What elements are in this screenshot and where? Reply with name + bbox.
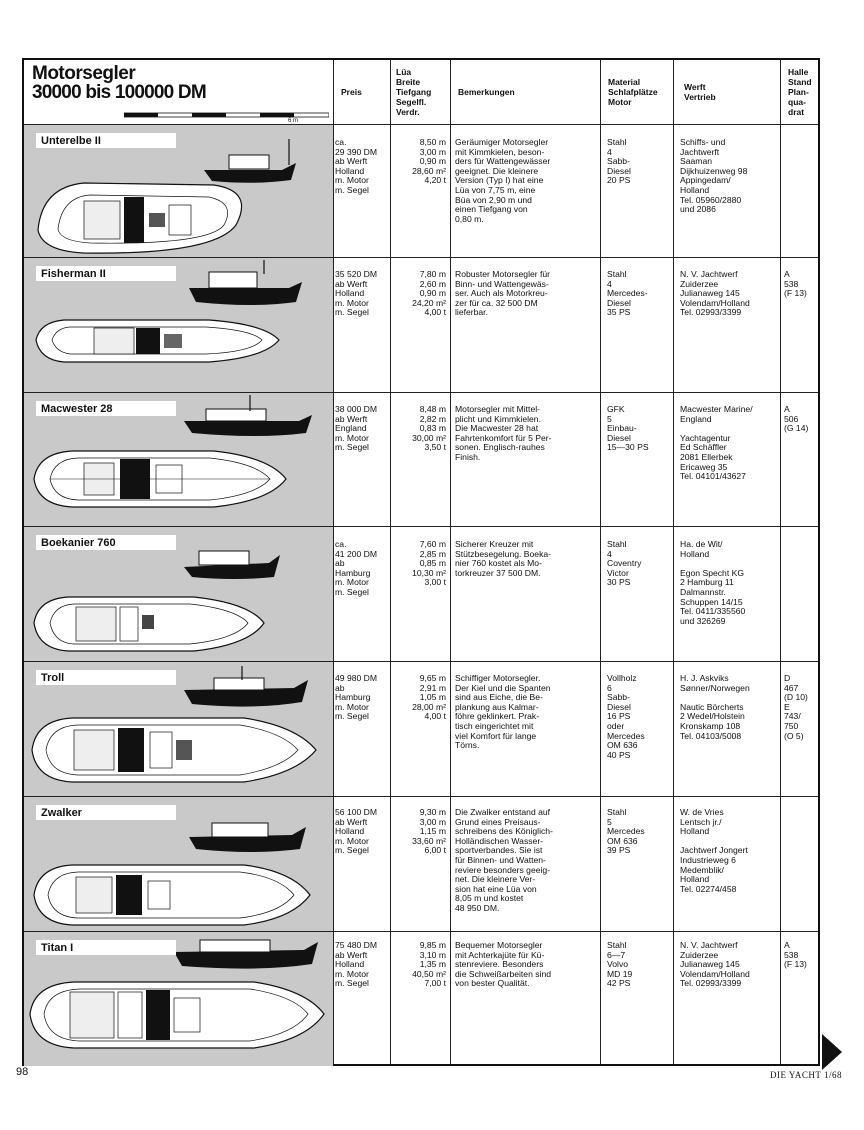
scale-bar	[124, 111, 329, 120]
column-divider	[600, 60, 601, 1064]
boat-hall: D 467 (D 10) E 743/ 750 (O 5)	[784, 673, 808, 741]
boat-name: Unterelbe II	[36, 133, 176, 148]
boat-price: ca. 29 390 DM ab Werft Holland m. Motor m. Segel	[335, 137, 378, 195]
boat-drawing-zwalker	[24, 797, 333, 931]
column-header-price: Preis	[341, 87, 362, 97]
boat-dimensions: 9,85 m 3,10 m 1,35 m 40,50 m² 7,00 t	[412, 940, 446, 989]
boat-yard: Macwester Marine/ England Yachtagentur Ed Schäffler 2081 Ellerbek Ericaweg 35 Tel. 04101/43627	[680, 404, 753, 482]
title-line-1: Motorsegler	[32, 63, 136, 84]
boat-drawing-unterelbe-ii	[24, 125, 333, 257]
boat-dimensions: 7,80 m 2,60 m 0,90 m 24,20 m² 4,00 t	[412, 269, 446, 318]
boat-remarks: Motorsegler mit Mittel- plicht und Kimmkielen. Die Macwester 28 hat Fahrtenkomfort für 5 Per- sonen. Englisch-rauhes Finish.	[455, 404, 552, 462]
boat-name: Boekanier 760	[36, 535, 176, 550]
column-divider	[780, 60, 781, 1064]
boat-material: GFK 5 Einbau- Diesel 15—30 PS	[607, 404, 649, 453]
boat-price: 75 480 DM ab Werft Holland m. Motor m. Segel	[335, 940, 378, 989]
boat-drawing-macwester-28	[24, 393, 333, 526]
boat-drawing-titan-i	[24, 932, 333, 1066]
boat-material: Stahl 4 Coventry Victor 30 PS	[607, 539, 642, 588]
boat-material: Vollholz 6 Sabb- Diesel 16 PS oder Mercedes OM 636 40 PS	[607, 673, 645, 760]
title-line-2: 30000 bis 100000 DM	[32, 82, 206, 103]
boat-dimensions: 7,60 m 2,85 m 0,85 m 10,30 m² 3,00 t	[412, 539, 446, 588]
boat-remarks: Robuster Motorsegler für Binn- und Wattengewäs- ser. Auch als Motorkreu- zer für ca. 32 500 DM lieferbar.	[455, 269, 551, 318]
boat-name: Troll	[36, 670, 176, 685]
boat-name: Macwester 28	[36, 401, 176, 416]
boat-name: Zwalker	[36, 805, 176, 820]
boat-remarks: Die Zwalker entstand auf Grund eines Preisaus- schreibens des Königlich- Holländischen Wasser- sportverbandes. Sie ist für Binnen- und Watten- reviere besonders geeig- net. Die kleinere Ver- sion hat eine Lüa von 8,05 m und kostet 48 950 DM.	[455, 807, 553, 913]
boat-name: Titan I	[36, 940, 176, 955]
column-divider	[673, 60, 674, 1064]
boat-drawing-boekanier-760	[24, 527, 333, 661]
boat-remarks: Geräumiger Motorsegler mit Kimmkielen, beson- ders für Wattengewässer geeignet. Die kleinere Version (Typ I) hat eine Lüa von 7,75 m, eine Büa von 2,90 m und einen Tiefgang von 0,80 m.	[455, 137, 551, 224]
boat-hall: A 506 (G 14)	[784, 404, 809, 434]
boat-yard: Schiffs- und Jachtwerft Saaman Dijkhuizenweg 98 Appingedam/ Holland Tel. 05960/2880 und 2086	[680, 137, 748, 215]
scale-label: 6 m	[288, 118, 299, 124]
boat-price: 56 100 DM ab Werft Holland m. Motor m. Segel	[335, 807, 378, 856]
next-page-arrow-icon	[822, 1034, 842, 1070]
column-divider	[450, 60, 451, 1064]
publication-footer: DIE YACHT 1/68	[770, 1070, 842, 1080]
boat-remarks: Bequemer Motorsegler mit Achterkajüte für Kü- stenreviere. Besonders die Schweißarbeiten sind von bester Qualität.	[455, 940, 552, 989]
table-title	[24, 60, 333, 124]
column-divider	[333, 60, 334, 1064]
boat-hall: A 538 (F 13)	[784, 269, 807, 299]
column-header-yard: Werft Vertrieb	[684, 82, 716, 102]
column-header-remarks: Bemerkungen	[458, 87, 515, 97]
boat-price: 35 520 DM ab Werft Holland m. Motor m. Segel	[335, 269, 378, 318]
boat-material: Stahl 4 Mercedes- Diesel 35 PS	[607, 269, 648, 318]
boat-dimensions: 8,48 m 2,82 m 0,83 m 30,00 m² 3,50 t	[412, 404, 446, 453]
boat-dimensions: 9,30 m 3,00 m 1,15 m 33,60 m² 6,00 t	[412, 807, 446, 856]
boat-hall: A 538 (F 13)	[784, 940, 807, 970]
boat-dimensions: 9,65 m 2,91 m 1,05 m 28,00 m² 4,00 t	[412, 673, 446, 722]
boat-dimensions: 8,50 m 3,00 m 0,90 m 28,60 m² 4,20 t	[412, 137, 446, 186]
boat-comparison-table	[22, 58, 820, 1066]
boat-material: Stahl 5 Mercedes OM 636 39 PS	[607, 807, 645, 856]
boat-yard: W. de Vries Lentsch jr./ Holland Jachtwerf Jongert Industrieweg 6 Medemblik/ Holland Tel. 02274/458	[680, 807, 748, 894]
column-header-dimensions: Lüa Breite Tiefgang Segelfl. Verdr.	[396, 67, 432, 117]
boat-drawing-troll	[24, 662, 333, 796]
boat-yard: Ha. de Wit/ Holland Egon Specht KG 2 Hamburg 11 Dalmannstr. Schuppen 14/15 Tel. 0411/335560 und 326269	[680, 539, 746, 626]
boat-yard: H. J. Askviks Sønner/Norwegen Nautic Börcherts 2 Wedel/Holstein Kronskamp 108 Tel. 04103/5008	[680, 673, 750, 741]
boat-material: Stahl 6—7 Volvo MD 19 42 PS	[607, 940, 633, 989]
boat-remarks: Sicherer Kreuzer mit Stützbesegelung. Boeka- nier 760 kostet als Mo- torkreuzer 37 500 DM.	[455, 539, 552, 578]
boat-name: Fisherman II	[36, 266, 176, 281]
boat-yard: N. V. Jachtwerf Zuiderzee Julianaweg 145 Volendam/Holland Tel. 02993/3399	[680, 269, 750, 318]
column-header-material: Material Schlafplätze Motor	[608, 77, 658, 107]
boat-material: Stahl 4 Sabb- Diesel 20 PS	[607, 137, 631, 186]
boat-drawing-fisherman-ii	[24, 258, 333, 392]
column-header-hall: Halle Stand Plan- qua- drat	[788, 67, 812, 117]
boat-price: 38 000 DM ab Werft England m. Motor m. Segel	[335, 404, 378, 453]
boat-yard: N. V. Jachtwerf Zuiderzee Julianaweg 145 Volendam/Holland Tel. 02993/3399	[680, 940, 750, 989]
page-number: 98	[16, 1066, 29, 1078]
boat-remarks: Schiffiger Motorsegler. Der Kiel und die Spanten sind aus Eiche, die Be- plankung aus Kalmar- föhre geklinkert. Prak- tisch eingerichtet mit viel Komfort für lange Törns.	[455, 673, 551, 751]
boat-price: 49 980 DM ab Hamburg m. Motor m. Segel	[335, 673, 378, 722]
boat-price: ca. 41 200 DM ab Hamburg m. Motor m. Segel	[335, 539, 378, 597]
